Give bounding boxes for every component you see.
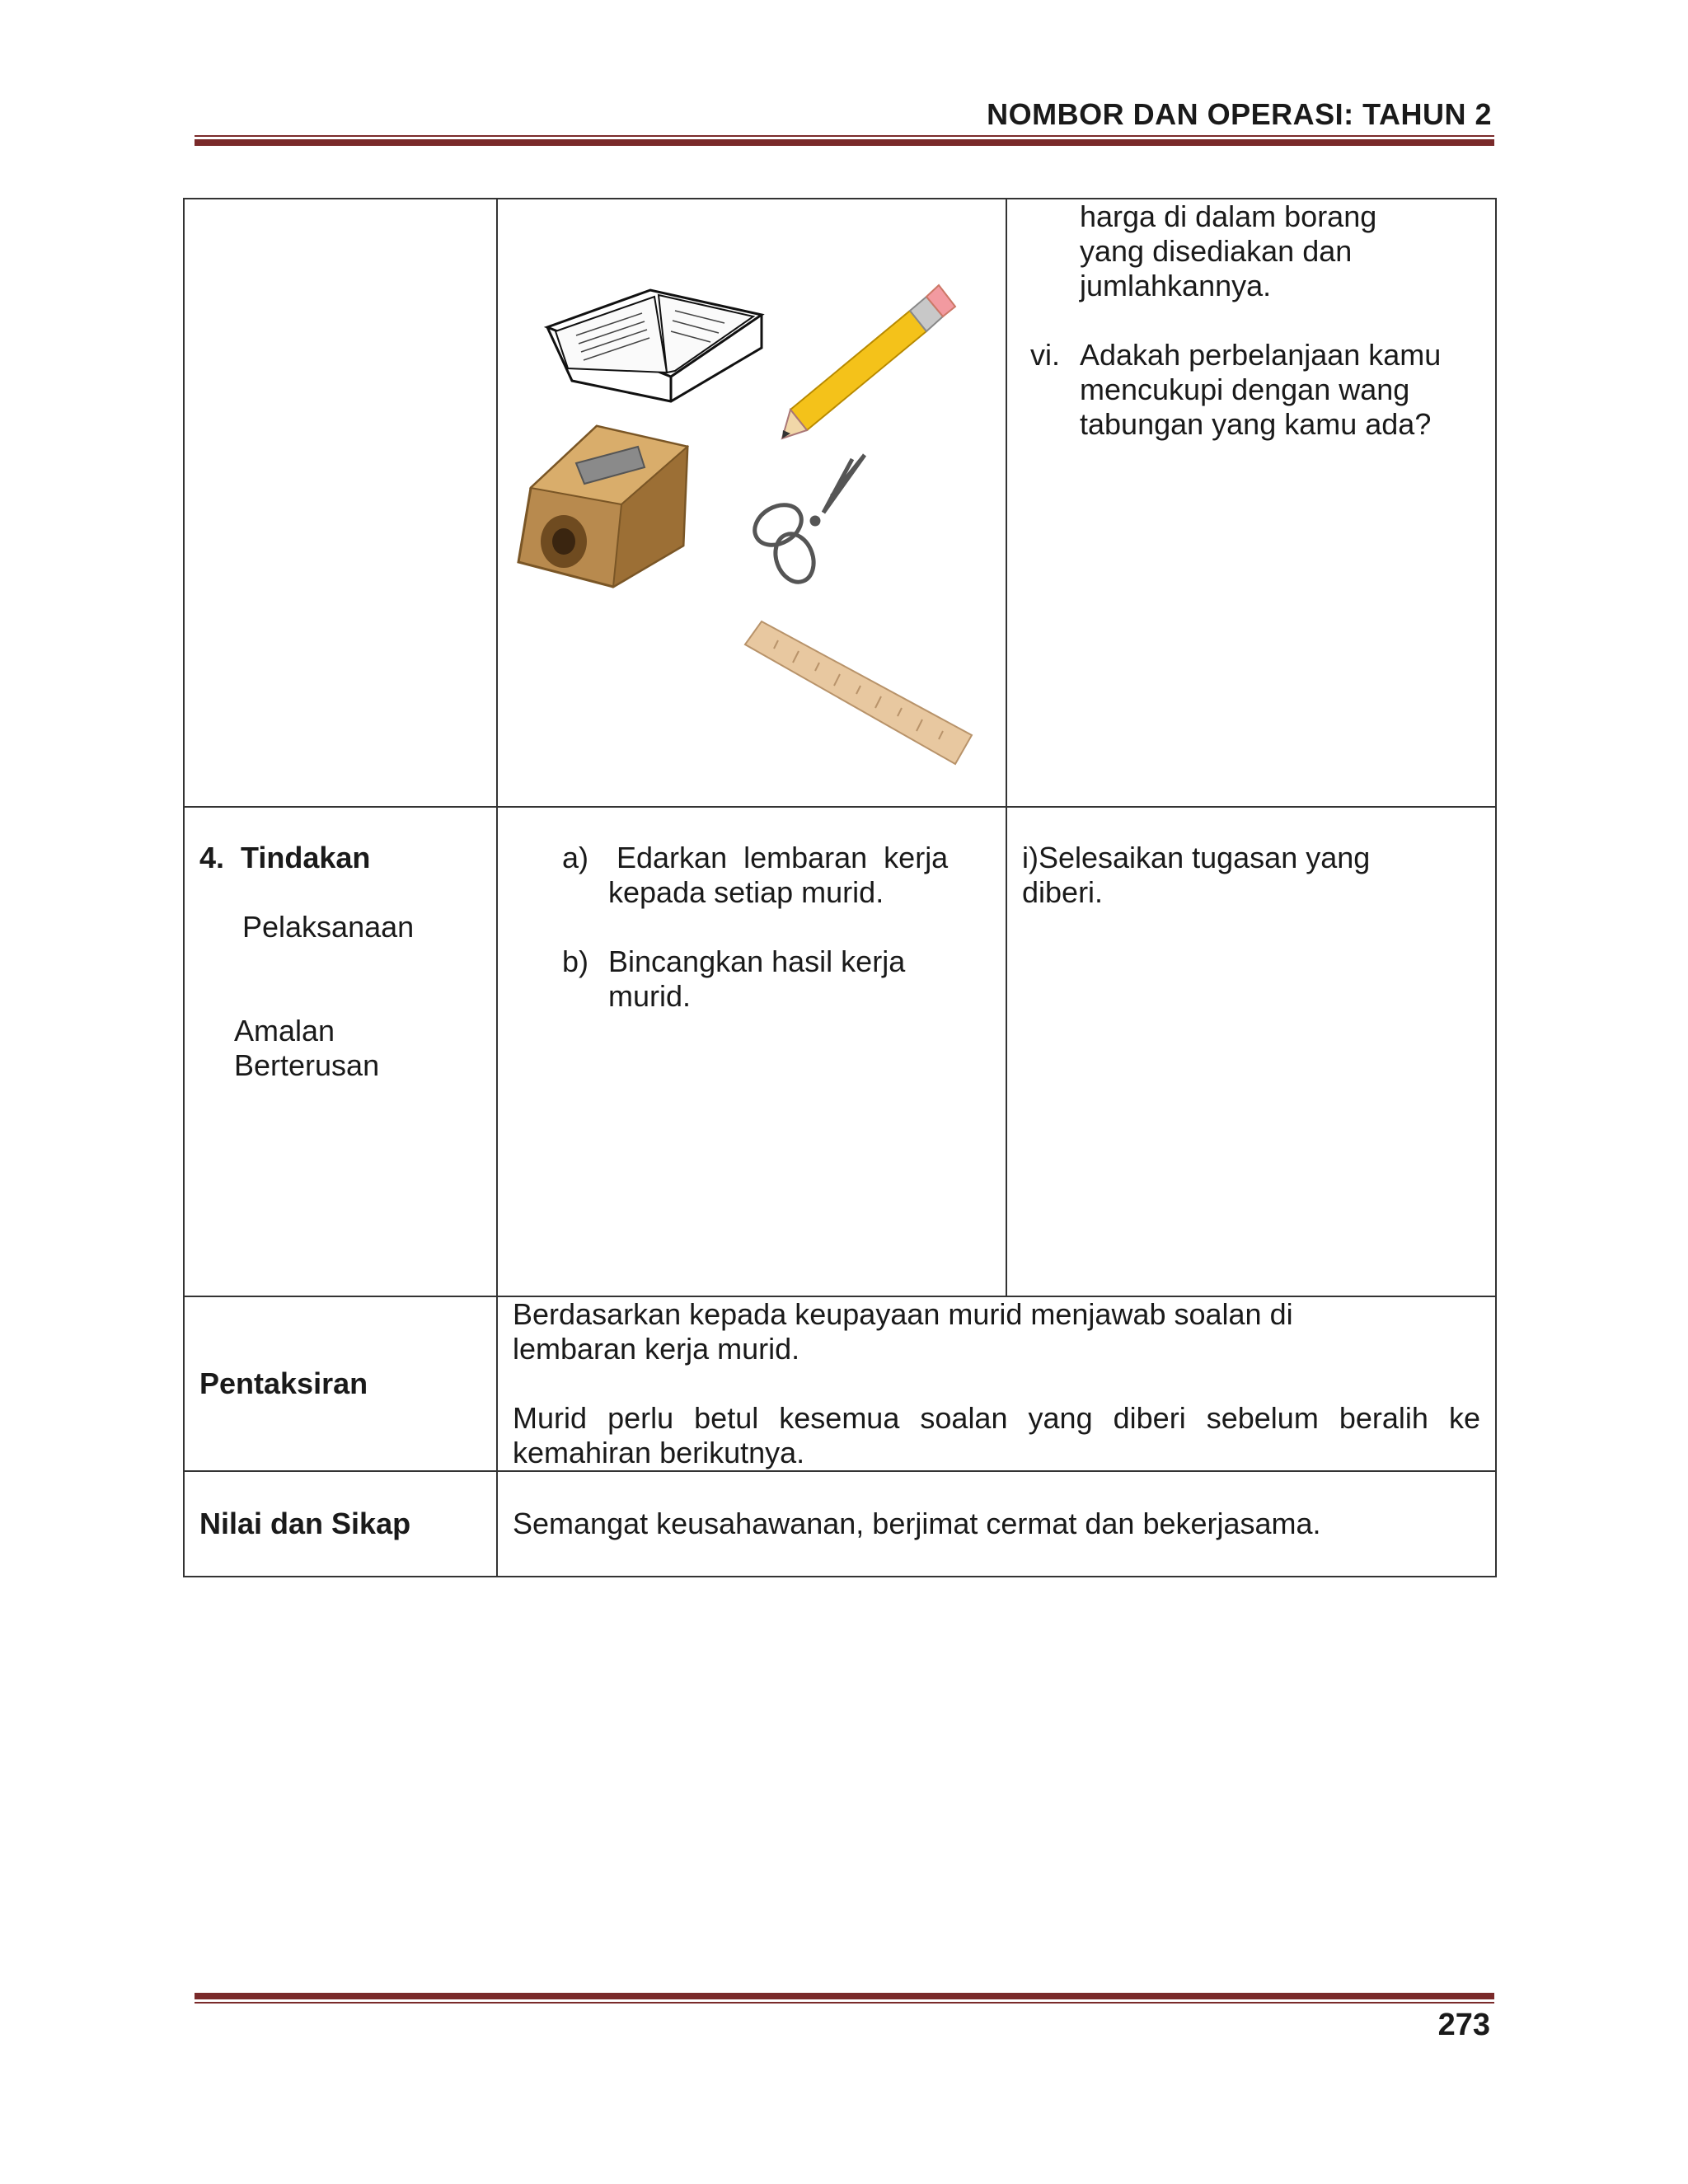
footer-rule-thin bbox=[195, 2002, 1494, 2004]
step-sub-label: Pelaksanaan bbox=[242, 910, 415, 944]
table-row bbox=[184, 1296, 1496, 1471]
scissors-image bbox=[748, 455, 865, 588]
step-sub-label: Berterusan bbox=[234, 1048, 380, 1082]
footer-rule-thick bbox=[195, 1993, 1494, 1999]
step-sub-label: Amalan bbox=[234, 1014, 335, 1047]
ruler-image bbox=[745, 621, 972, 764]
item-marker: b) bbox=[562, 944, 589, 978]
student-activity-cell bbox=[1006, 807, 1496, 1296]
step-cell bbox=[184, 807, 497, 1296]
text-line: diberi. bbox=[1022, 875, 1104, 909]
assessment-label: Pentaksiran bbox=[184, 1296, 497, 1471]
text-line: Bincangkan hasil kerja bbox=[608, 944, 906, 978]
text-line: harga di dalam borang bbox=[1080, 199, 1377, 233]
text-line: murid. bbox=[608, 979, 692, 1013]
text-line: i)Selesaikan tugasan yang bbox=[1022, 841, 1371, 874]
assessment-cell bbox=[497, 1296, 1496, 1471]
text-line: jumlahkannya. bbox=[1080, 269, 1272, 302]
table-row bbox=[184, 199, 1496, 807]
empty-cell bbox=[184, 199, 497, 807]
text-line: Adakah perbelanjaan kamu bbox=[1080, 338, 1442, 372]
step-title: 4. Tindakan bbox=[199, 841, 371, 874]
instructions-cell bbox=[1006, 199, 1496, 807]
page-number: 273 bbox=[1437, 2008, 1490, 2042]
text-line: Edarkan lembaran kerja bbox=[608, 841, 949, 874]
text-line: tabungan yang kamu ada? bbox=[1080, 407, 1432, 441]
header-rule-thin bbox=[195, 135, 1494, 137]
text-line: kepada setiap murid. bbox=[608, 875, 884, 909]
table-row bbox=[184, 1471, 1496, 1577]
page-title: NOMBOR DAN OPERASI: TAHUN 2 bbox=[987, 97, 1492, 131]
values-label: Nilai dan Sikap bbox=[184, 1471, 497, 1577]
teacher-activity-cell bbox=[497, 807, 1006, 1296]
table-row bbox=[184, 807, 1496, 1296]
header-rule-thick bbox=[195, 139, 1494, 146]
text-line: lembaran kerja murid. bbox=[513, 1332, 800, 1366]
sharpener-image bbox=[518, 426, 687, 587]
text-line: Berdasarkan kepada keupayaan murid menjawab soalan di bbox=[513, 1297, 1293, 1331]
lesson-table bbox=[183, 198, 1497, 1577]
text-line: Murid perlu betul kesemua soalan yang diberi sebelum beralih ke bbox=[513, 1401, 1480, 1435]
text-line: yang disediakan dan bbox=[1080, 234, 1353, 268]
stationery-images-cell bbox=[497, 199, 1006, 807]
pencil-image bbox=[782, 285, 955, 438]
text-line: mencukupi dengan wang bbox=[1080, 373, 1410, 406]
book-image bbox=[547, 290, 762, 401]
values-text: Semangat keusahawanan, berjimat cermat dan bekerjasama. bbox=[497, 1471, 1496, 1577]
text-line: kemahiran berikutnya. bbox=[513, 1436, 805, 1469]
item-marker: vi. bbox=[1030, 338, 1060, 372]
item-marker: a) bbox=[562, 841, 589, 874]
